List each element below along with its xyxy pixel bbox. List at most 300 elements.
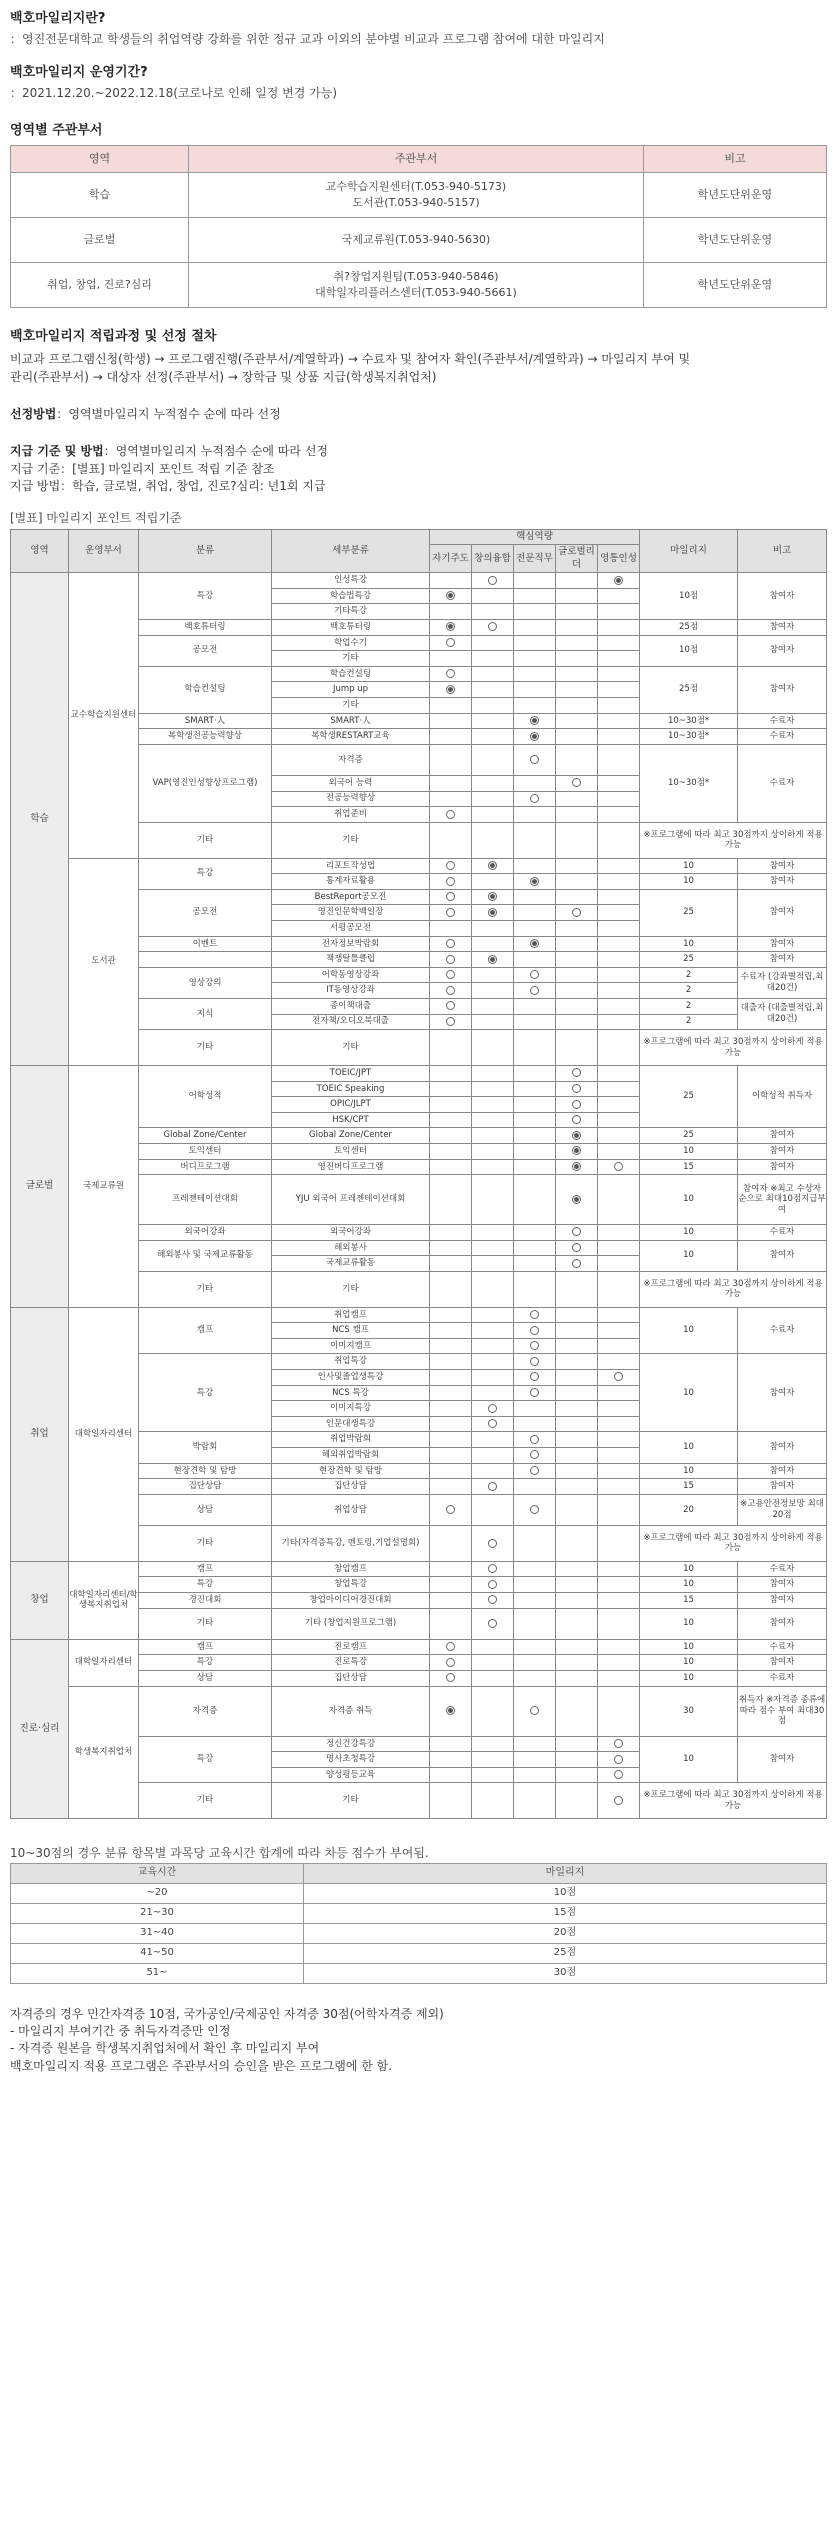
dept-header-dept: 주관부서 bbox=[189, 146, 644, 173]
core-professional-cell bbox=[514, 666, 556, 682]
mileage-category: 특강 bbox=[139, 858, 272, 889]
core-character-cell bbox=[598, 1494, 640, 1525]
core-global-cell bbox=[556, 1416, 598, 1432]
mileage-row bbox=[11, 858, 827, 874]
core-character-cell bbox=[598, 998, 640, 1014]
core-global-mark bbox=[572, 778, 581, 787]
core-character-mark bbox=[614, 1755, 623, 1764]
core-self-directed-cell bbox=[430, 1432, 472, 1448]
core-global-cell bbox=[556, 604, 598, 620]
core-character-cell bbox=[598, 666, 640, 682]
core-self-directed-cell bbox=[430, 952, 472, 968]
core-global-cell bbox=[556, 1479, 598, 1495]
core-self-directed-cell bbox=[430, 1225, 472, 1241]
core-professional-cell bbox=[514, 697, 556, 713]
selection-label: 선정방법 bbox=[10, 406, 57, 421]
core-self-directed-cell bbox=[430, 807, 472, 823]
core-global-cell bbox=[556, 1448, 598, 1464]
mileage-points: 25 bbox=[640, 952, 738, 968]
core-global-cell bbox=[556, 1225, 598, 1241]
core-character-cell bbox=[598, 952, 640, 968]
dept-area: 글로벌 bbox=[11, 218, 189, 263]
intro-question-2: 백호마일리지 운영기간? bbox=[10, 65, 148, 81]
core-professional-cell bbox=[514, 651, 556, 667]
process-line-2: 관리(주관부서) → 대상자 선정(주관부서) → 장학금 및 상품 지급(학생복지취업처) bbox=[10, 369, 437, 384]
mileage-subcategory: 해외취업박람회 bbox=[272, 1448, 430, 1464]
core-self-directed-cell bbox=[430, 1448, 472, 1464]
core-self-directed-cell bbox=[430, 1338, 472, 1354]
core-self-directed-cell bbox=[430, 1097, 472, 1113]
core-global-cell bbox=[556, 791, 598, 807]
mileage-category: 특강 bbox=[139, 1354, 272, 1432]
mileage-note: 참여자 bbox=[738, 858, 827, 874]
mileage-header-row bbox=[11, 529, 827, 544]
core-character-cell bbox=[598, 1593, 640, 1609]
core-character-cell bbox=[598, 1783, 640, 1819]
dept-row bbox=[11, 263, 827, 308]
score-header bbox=[11, 1863, 827, 1883]
core-global-mark bbox=[572, 1115, 581, 1124]
core-self-directed-cell bbox=[430, 1159, 472, 1175]
score-row bbox=[11, 1883, 827, 1903]
mileage-note: 참여자 bbox=[738, 619, 827, 635]
core-global-cell bbox=[556, 1097, 598, 1113]
core-character-cell bbox=[598, 1097, 640, 1113]
mileage-row bbox=[11, 1639, 827, 1655]
mileage-subcategory: 해외봉사 bbox=[272, 1240, 430, 1256]
mileage-category: SMART·人 bbox=[139, 713, 272, 729]
core-character-cell bbox=[598, 1671, 640, 1687]
core-professional-cell bbox=[514, 1577, 556, 1593]
mileage-header-core: 핵심역량 bbox=[430, 529, 640, 544]
core-self-directed-mark bbox=[446, 810, 455, 819]
core-global-mark bbox=[572, 1146, 581, 1155]
core-creative-cell bbox=[472, 775, 514, 791]
core-creative-cell bbox=[472, 729, 514, 745]
core-self-directed-cell bbox=[430, 682, 472, 698]
core-self-directed-cell bbox=[430, 1479, 472, 1495]
mileage-subcategory: 학업수기 bbox=[272, 635, 430, 651]
core-global-cell bbox=[556, 1338, 598, 1354]
core-character-cell bbox=[598, 1639, 640, 1655]
core-character-mark bbox=[614, 1372, 623, 1381]
core-professional-mark bbox=[530, 1706, 539, 1715]
core-creative-cell bbox=[472, 1783, 514, 1819]
mileage-subcategory: 외국어강좌 bbox=[272, 1225, 430, 1241]
mileage-subcategory: 전자책/오디오북대출 bbox=[272, 1014, 430, 1030]
score-row bbox=[11, 1963, 827, 1983]
mileage-category: 캠프 bbox=[139, 1307, 272, 1354]
core-character-cell bbox=[598, 573, 640, 589]
mileage-subcategory: 기타 bbox=[272, 1271, 430, 1307]
core-global-cell bbox=[556, 697, 598, 713]
mileage-points: 2 bbox=[640, 998, 738, 1014]
core-global-cell bbox=[556, 1526, 598, 1562]
core-character-cell bbox=[598, 1448, 640, 1464]
mileage-subcategory: 책쟁탈틀클럽 bbox=[272, 952, 430, 968]
core-character-cell bbox=[598, 1767, 640, 1783]
mileage-header-cat: 분류 bbox=[139, 529, 272, 572]
core-self-directed-mark bbox=[446, 622, 455, 631]
core-professional-mark bbox=[530, 1372, 539, 1381]
selection-method bbox=[10, 406, 827, 423]
mileage-subcategory: 토익센터 bbox=[272, 1143, 430, 1159]
core-creative-cell bbox=[472, 744, 514, 775]
core-creative-cell bbox=[472, 1639, 514, 1655]
core-self-directed-cell bbox=[430, 1081, 472, 1097]
mileage-subcategory: 학습컨설팅 bbox=[272, 666, 430, 682]
core-global-cell bbox=[556, 1655, 598, 1671]
mileage-points: 10~30점* bbox=[640, 744, 738, 822]
score-points: 20점 bbox=[304, 1923, 827, 1943]
core-creative-cell bbox=[472, 1767, 514, 1783]
core-professional-mark bbox=[530, 970, 539, 979]
core-creative-cell bbox=[472, 952, 514, 968]
core-creative-cell bbox=[472, 1479, 514, 1495]
core-self-directed-cell bbox=[430, 967, 472, 983]
mileage-category: 집단상담 bbox=[139, 1479, 272, 1495]
core-character-cell bbox=[598, 1416, 640, 1432]
core-creative: 창의융합 bbox=[472, 544, 514, 573]
core-professional-cell bbox=[514, 1655, 556, 1671]
core-character-cell bbox=[598, 1175, 640, 1225]
mileage-table-caption: [별표] 마일리지 포인트 적립기준 bbox=[10, 510, 182, 525]
core-character-cell bbox=[598, 1128, 640, 1144]
core-self-directed-cell bbox=[430, 1271, 472, 1307]
core-character: 영통인성 bbox=[598, 544, 640, 573]
mileage-subcategory: 현장견학 및 탐방 bbox=[272, 1463, 430, 1479]
core-creative-cell bbox=[472, 1448, 514, 1464]
core-global-mark bbox=[572, 1162, 581, 1171]
mileage-subcategory: 창업캠프 bbox=[272, 1561, 430, 1577]
core-creative-mark bbox=[488, 576, 497, 585]
core-global-cell bbox=[556, 967, 598, 983]
score-intro: 10~30점의 경우 분류 항목별 과목당 교육시간 합계에 따라 차등 점수가 부여됨. bbox=[10, 1846, 429, 1861]
dept-area: 학습 bbox=[11, 173, 189, 218]
core-self-directed-cell bbox=[430, 1256, 472, 1272]
mileage-category: 공모전 bbox=[139, 889, 272, 936]
core-character-mark bbox=[614, 1770, 623, 1779]
core-professional-cell bbox=[514, 1494, 556, 1525]
mileage-points: 10 bbox=[640, 1639, 738, 1655]
core-professional-cell bbox=[514, 588, 556, 604]
mileage-org: 대학일자리센터 bbox=[69, 1307, 139, 1561]
core-creative-cell bbox=[472, 822, 514, 858]
mileage-subcategory: 기타 bbox=[272, 697, 430, 713]
mileage-note: 수료자 bbox=[738, 713, 827, 729]
core-self-directed-cell bbox=[430, 1577, 472, 1593]
score-hours: ~20 bbox=[11, 1883, 304, 1903]
score-header-hours: 교육시간 bbox=[11, 1863, 304, 1883]
core-professional-mark bbox=[530, 794, 539, 803]
mileage-category: 기타 bbox=[139, 1526, 272, 1562]
core-global-cell bbox=[556, 1671, 598, 1687]
core-self-directed-cell bbox=[430, 889, 472, 905]
dept-table-header bbox=[11, 146, 827, 173]
core-global-cell bbox=[556, 1767, 598, 1783]
core-creative-cell bbox=[472, 1338, 514, 1354]
dept-table bbox=[10, 145, 827, 308]
mileage-subcategory: 기타 bbox=[272, 651, 430, 667]
dept-name-line: 대학일자리플러스센터(T.053-940-5661) bbox=[315, 286, 517, 300]
core-character-cell bbox=[598, 967, 640, 983]
mileage-subcategory: 창업특강 bbox=[272, 1577, 430, 1593]
core-global-cell bbox=[556, 1128, 598, 1144]
mileage-subcategory: 진로특강 bbox=[272, 1655, 430, 1671]
mileage-points: 25점 bbox=[640, 666, 738, 713]
core-professional-cell bbox=[514, 983, 556, 999]
dept-table-title: 영역별 주관부서 bbox=[10, 123, 103, 139]
mileage-row bbox=[11, 1561, 827, 1577]
mileage-org: 도서관 bbox=[69, 858, 139, 1065]
mileage-points: 10 bbox=[640, 936, 738, 952]
core-creative-cell bbox=[472, 1561, 514, 1577]
mileage-subcategory: TOEIC Speaking bbox=[272, 1081, 430, 1097]
mileage-subcategory: 이미지캠프 bbox=[272, 1338, 430, 1354]
core-self-directed-cell bbox=[430, 1655, 472, 1671]
core-character-cell bbox=[598, 1432, 640, 1448]
mileage-subcategory: SMART·人 bbox=[272, 713, 430, 729]
core-global-cell bbox=[556, 807, 598, 823]
mileage-category: 버디프로그램 bbox=[139, 1159, 272, 1175]
mileage-subcategory: 취업상담 bbox=[272, 1494, 430, 1525]
core-professional-cell bbox=[514, 1639, 556, 1655]
mileage-header-sub: 세부분류 bbox=[272, 529, 430, 572]
core-professional-cell bbox=[514, 1385, 556, 1401]
mileage-subcategory: 집단상담 bbox=[272, 1479, 430, 1495]
core-self-directed-cell bbox=[430, 1143, 472, 1159]
mileage-note: 참여자 bbox=[738, 889, 827, 936]
core-professional-mark bbox=[530, 1450, 539, 1459]
mileage-note: 참여자 bbox=[738, 1655, 827, 1671]
core-professional-cell bbox=[514, 1752, 556, 1768]
core-character-cell bbox=[598, 920, 640, 936]
mileage-points: 10 bbox=[640, 1561, 738, 1577]
score-hours: 51~ bbox=[11, 1963, 304, 1983]
mileage-category: 학습컨설팅 bbox=[139, 666, 272, 713]
score-points: 30점 bbox=[304, 1963, 827, 1983]
mileage-note: 참여자 bbox=[738, 1159, 827, 1175]
core-character-cell bbox=[598, 1065, 640, 1081]
mileage-subcategory: Jump up bbox=[272, 682, 430, 698]
core-creative-cell bbox=[472, 1608, 514, 1639]
mileage-note: 참여자 bbox=[738, 1240, 827, 1271]
mileage-subcategory: 인문대생특강 bbox=[272, 1416, 430, 1432]
core-character-cell bbox=[598, 1577, 640, 1593]
core-character-cell bbox=[598, 1608, 640, 1639]
core-global-mark bbox=[572, 1100, 581, 1109]
core-professional-cell bbox=[514, 604, 556, 620]
score-hours: 41~50 bbox=[11, 1943, 304, 1963]
core-character-cell bbox=[598, 1323, 640, 1339]
mileage-category: 특강 bbox=[139, 1736, 272, 1783]
mileage-subcategory: 창업아이디어경진대회 bbox=[272, 1593, 430, 1609]
core-professional-cell bbox=[514, 791, 556, 807]
core-self-directed-mark bbox=[446, 908, 455, 917]
core-professional-cell bbox=[514, 1593, 556, 1609]
core-professional-mark bbox=[530, 716, 539, 725]
core-global-cell bbox=[556, 952, 598, 968]
core-creative-cell bbox=[472, 635, 514, 651]
core-character-cell bbox=[598, 1354, 640, 1370]
score-points: 10점 bbox=[304, 1883, 827, 1903]
core-professional-mark bbox=[530, 1357, 539, 1366]
mileage-subcategory: NCS 캠프 bbox=[272, 1323, 430, 1339]
core-global-cell bbox=[556, 1030, 598, 1066]
mileage-points: 2 bbox=[640, 983, 738, 999]
core-character-cell bbox=[598, 651, 640, 667]
core-character-cell bbox=[598, 1159, 640, 1175]
mileage-category: 경진대회 bbox=[139, 1593, 272, 1609]
mileage-points: 10 bbox=[640, 1736, 738, 1783]
core-self-directed: 자기주도 bbox=[430, 544, 472, 573]
dept-name bbox=[189, 173, 644, 218]
mileage-note: 어학성적 취득자 bbox=[738, 1065, 827, 1127]
core-global-cell bbox=[556, 1593, 598, 1609]
core-self-directed-mark bbox=[446, 1673, 455, 1682]
mileage-note: 참여자 bbox=[738, 1143, 827, 1159]
core-creative-cell bbox=[472, 791, 514, 807]
core-professional-cell bbox=[514, 1097, 556, 1113]
dept-row bbox=[11, 173, 827, 218]
mileage-points: 10 bbox=[640, 1463, 738, 1479]
core-creative-cell bbox=[472, 573, 514, 589]
payment-line-3: 지급 방법：학습, 글로벌, 취업, 창업, 진로?심리: 년1회 지급 bbox=[10, 479, 326, 494]
mileage-points: 15 bbox=[640, 1593, 738, 1609]
core-global-cell bbox=[556, 729, 598, 745]
core-professional-cell bbox=[514, 1175, 556, 1225]
core-self-directed-cell bbox=[430, 1175, 472, 1225]
mileage-subcategory: TOEIC/JPT bbox=[272, 1065, 430, 1081]
core-character-cell bbox=[598, 791, 640, 807]
core-character-cell bbox=[598, 858, 640, 874]
core-creative-cell bbox=[472, 1577, 514, 1593]
mileage-subcategory: 전자정보박람회 bbox=[272, 936, 430, 952]
core-self-directed-cell bbox=[430, 791, 472, 807]
core-self-directed-cell bbox=[430, 1671, 472, 1687]
mileage-subcategory: BestReport공모전 bbox=[272, 889, 430, 905]
mileage-subcategory: OPIC/JLPT bbox=[272, 1097, 430, 1113]
core-professional-cell bbox=[514, 1479, 556, 1495]
mileage-note: 참여자 bbox=[738, 1463, 827, 1479]
core-self-directed-cell bbox=[430, 1014, 472, 1030]
mileage-area: 창업 bbox=[11, 1561, 69, 1639]
mileage-note: ※프로그램에 따라 최고 30점까지 상이하게 적용가능 bbox=[640, 822, 827, 858]
mileage-subcategory: 어학동영상강좌 bbox=[272, 967, 430, 983]
core-professional-cell bbox=[514, 1065, 556, 1081]
core-global-cell bbox=[556, 858, 598, 874]
core-character-cell bbox=[598, 713, 640, 729]
core-character-cell bbox=[598, 744, 640, 775]
core-global-cell bbox=[556, 1639, 598, 1655]
core-self-directed-cell bbox=[430, 920, 472, 936]
core-professional-cell bbox=[514, 1128, 556, 1144]
mileage-category: 특강 bbox=[139, 573, 272, 620]
core-professional-cell bbox=[514, 744, 556, 775]
mileage-subcategory: 기타(자격증특강, 멘토링,기업설명회) bbox=[272, 1526, 430, 1562]
mileage-area: 취업 bbox=[11, 1307, 69, 1561]
core-self-directed-mark bbox=[446, 939, 455, 948]
mileage-subcategory: 자격증 bbox=[272, 744, 430, 775]
core-creative-mark bbox=[488, 1619, 497, 1628]
mileage-category: 토익센터 bbox=[139, 1143, 272, 1159]
core-character-cell bbox=[598, 1081, 640, 1097]
core-global-cell bbox=[556, 998, 598, 1014]
mileage-points: 25 bbox=[640, 1065, 738, 1127]
core-self-directed-mark bbox=[446, 970, 455, 979]
core-creative-cell bbox=[472, 858, 514, 874]
mileage-points: 10 bbox=[640, 1307, 738, 1354]
core-self-directed-cell bbox=[430, 1030, 472, 1066]
mileage-points: 30 bbox=[640, 1686, 738, 1736]
core-self-directed-cell bbox=[430, 1686, 472, 1736]
mileage-note: 참여자 bbox=[738, 635, 827, 666]
core-professional-mark bbox=[530, 1326, 539, 1335]
mileage-note: ※프로그램에 따라 최고 30점까지 상이하게 적용가능 bbox=[640, 1526, 827, 1562]
core-self-directed-cell bbox=[430, 1307, 472, 1323]
mileage-category: 외국어강좌 bbox=[139, 1225, 272, 1241]
core-professional-mark bbox=[530, 1310, 539, 1319]
mileage-subcategory: 양성평등교육 bbox=[272, 1767, 430, 1783]
core-creative-cell bbox=[472, 1240, 514, 1256]
core-self-directed-cell bbox=[430, 983, 472, 999]
footer-line-1: 자격증의 경우 민간자격증 10점, 국가공인/국제공인 자격증 30점(어학자격증 제외) bbox=[10, 2006, 444, 2021]
core-global-cell bbox=[556, 1432, 598, 1448]
core-creative-mark bbox=[488, 1564, 497, 1573]
core-global-cell bbox=[556, 1783, 598, 1819]
core-self-directed-mark bbox=[446, 669, 455, 678]
core-self-directed-cell bbox=[430, 1401, 472, 1417]
dept-note: 학년도단위운영 bbox=[644, 218, 827, 263]
core-creative-cell bbox=[472, 713, 514, 729]
mileage-category: 자격증 bbox=[139, 1686, 272, 1736]
mileage-points: 10~30점* bbox=[640, 729, 738, 745]
mileage-note: 취득자 ※자격증 종류에따라 점수 부여 최대30점 bbox=[738, 1686, 827, 1736]
mileage-subcategory: 취업캠프 bbox=[272, 1307, 430, 1323]
core-professional-cell bbox=[514, 920, 556, 936]
mileage-subcategory: 정신건강특강 bbox=[272, 1736, 430, 1752]
mileage-subcategory: Global Zone/Center bbox=[272, 1128, 430, 1144]
core-professional-cell bbox=[514, 822, 556, 858]
core-self-directed-cell bbox=[430, 1736, 472, 1752]
core-global-cell bbox=[556, 936, 598, 952]
mileage-subcategory: 복학생RESTART교육 bbox=[272, 729, 430, 745]
mileage-category: 특강 bbox=[139, 1655, 272, 1671]
mileage-subcategory: 영진인문학백일장 bbox=[272, 905, 430, 921]
payment-method bbox=[10, 443, 827, 460]
payment-text: ：영역별마일리지 누적점수 순에 따라 선정 bbox=[103, 444, 329, 459]
mileage-header-note: 비고 bbox=[738, 529, 827, 572]
core-professional-cell bbox=[514, 1030, 556, 1066]
core-creative-cell bbox=[472, 1463, 514, 1479]
core-self-directed-mark bbox=[446, 892, 455, 901]
core-creative-cell bbox=[472, 651, 514, 667]
core-global-cell bbox=[556, 713, 598, 729]
core-creative-cell bbox=[472, 1752, 514, 1768]
core-creative-mark bbox=[488, 1482, 497, 1491]
score-points: 25점 bbox=[304, 1943, 827, 1963]
mileage-points: 10 bbox=[640, 858, 738, 874]
core-self-directed-cell bbox=[430, 1354, 472, 1370]
core-creative-mark bbox=[488, 1404, 497, 1413]
core-professional-cell bbox=[514, 729, 556, 745]
core-character-cell bbox=[598, 1240, 640, 1256]
mileage-area: 학습 bbox=[11, 573, 69, 1066]
core-creative-cell bbox=[472, 1225, 514, 1241]
mileage-row bbox=[11, 573, 827, 589]
mileage-note: 대출자 (대출별적립,최대20건) bbox=[738, 998, 827, 1029]
core-character-cell bbox=[598, 775, 640, 791]
